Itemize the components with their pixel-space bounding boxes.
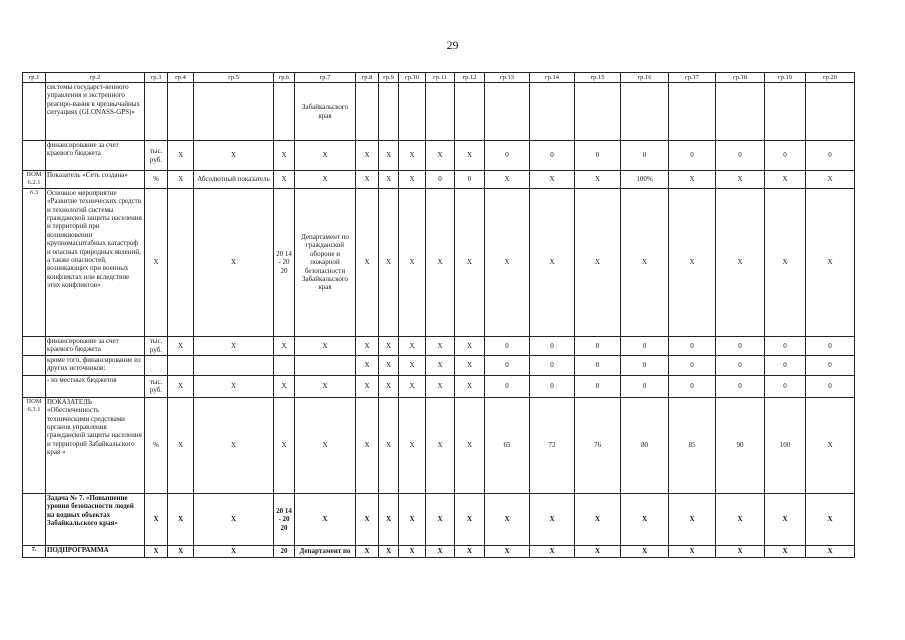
cell-gr6: X xyxy=(274,171,295,189)
cell-gr3: % xyxy=(145,397,168,493)
table-row xyxy=(23,83,855,141)
cell-gr12: X xyxy=(455,355,485,375)
cell-gr2: - из местных бюджетов xyxy=(46,375,145,397)
cell-gr17: 0 xyxy=(669,141,716,171)
cell-gr15: X xyxy=(575,171,621,189)
cell-gr6: X xyxy=(274,141,295,171)
cell-gr3 xyxy=(145,83,168,141)
cell-gr19: X xyxy=(765,188,806,336)
cell-gr6: X xyxy=(274,336,295,355)
cell-gr4 xyxy=(168,83,194,141)
cell-gr5 xyxy=(194,83,274,141)
cell-gr13: X xyxy=(485,171,530,189)
header-row xyxy=(23,73,855,83)
cell-gr18: X xyxy=(716,188,765,336)
column-header: гр.17 xyxy=(669,73,716,83)
cell-gr7: X xyxy=(295,493,356,545)
cell-gr4: X xyxy=(168,141,194,171)
table-row xyxy=(23,355,855,375)
cell-gr12: X xyxy=(455,375,485,397)
cell-gr18: 0 xyxy=(716,355,765,375)
column-header: гр.11 xyxy=(426,73,455,83)
cell-gr10: X xyxy=(399,141,426,171)
cell-gr2: Основное мероприятие «Развитие технических средств и технологий системы гражданской защиты населения и территорий при возникновении крупномасштабных катастроф и опасных природных явлений, а также опасностей, возникающих при военных конфликтах или вследствие этих конфликтов» xyxy=(46,188,145,336)
cell-gr19: X xyxy=(765,545,806,557)
cell-gr17: X xyxy=(669,493,716,545)
cell-gr8: X xyxy=(356,355,379,375)
column-header: гр.14 xyxy=(530,73,575,83)
cell-gr8: X xyxy=(356,188,379,336)
cell-gr1: 6.3 xyxy=(23,188,46,336)
cell-gr14: 0 xyxy=(530,355,575,375)
cell-gr10: X xyxy=(399,493,426,545)
cell-gr7: Департамент по xyxy=(295,545,356,557)
cell-gr20: 0 xyxy=(806,375,855,397)
cell-gr7 xyxy=(295,355,356,375)
cell-gr2: Задача № 7. «Повышение уровня безопасности людей на водных объектах Забайкальского края» xyxy=(46,493,145,545)
column-header: гр.7 xyxy=(295,73,356,83)
cell-gr3: тыс. руб. xyxy=(145,141,168,171)
cell-gr4: X xyxy=(168,375,194,397)
cell-gr8: X xyxy=(356,493,379,545)
cell-gr5 xyxy=(194,355,274,375)
cell-gr10: X xyxy=(399,188,426,336)
cell-gr17: X xyxy=(669,188,716,336)
cell-gr5: X xyxy=(194,493,274,545)
cell-gr12: X xyxy=(455,397,485,493)
table-row xyxy=(23,493,855,545)
cell-gr4: X xyxy=(168,493,194,545)
cell-gr7: X xyxy=(295,397,356,493)
cell-gr2: ПОДПРОГРАММА xyxy=(46,545,145,557)
cell-gr8: X xyxy=(356,141,379,171)
cell-gr13: X xyxy=(485,545,530,557)
cell-gr1: ПОМ 6.2.1 xyxy=(23,171,46,189)
cell-gr7: Забайкальского края xyxy=(295,83,356,141)
cell-gr9: X xyxy=(379,355,399,375)
cell-gr19: X xyxy=(765,493,806,545)
cell-gr17: X xyxy=(669,171,716,189)
cell-gr9 xyxy=(379,83,399,141)
table-row xyxy=(23,375,855,397)
cell-gr16: 0 xyxy=(621,336,669,355)
cell-gr6: 20 14 - 20 20 xyxy=(274,188,295,336)
cell-gr11: X xyxy=(426,141,455,171)
cell-gr11: X xyxy=(426,188,455,336)
cell-gr7: Департамент по гражданской обороне и пожарной безопасности Забайкальского края xyxy=(295,188,356,336)
cell-gr7: X xyxy=(295,375,356,397)
cell-gr15: X xyxy=(575,545,621,557)
cell-gr19: 100 xyxy=(765,397,806,493)
column-header: гр.19 xyxy=(765,73,806,83)
cell-gr15: X xyxy=(575,493,621,545)
cell-gr9: X xyxy=(379,336,399,355)
column-header: гр.12 xyxy=(455,73,485,83)
cell-gr10: X xyxy=(399,397,426,493)
cell-gr13: 0 xyxy=(485,355,530,375)
cell-gr11: X xyxy=(426,375,455,397)
cell-gr10: X xyxy=(399,171,426,189)
table-row xyxy=(23,141,855,171)
cell-gr10: X xyxy=(399,545,426,557)
program-table xyxy=(22,72,855,558)
cell-gr14: X xyxy=(530,188,575,336)
cell-gr10: X xyxy=(399,375,426,397)
cell-gr19 xyxy=(765,83,806,141)
column-header: гр.9 xyxy=(379,73,399,83)
cell-gr19: 0 xyxy=(765,141,806,171)
cell-gr13: 0 xyxy=(485,336,530,355)
cell-gr13: 65 xyxy=(485,397,530,493)
cell-gr13: 0 xyxy=(485,141,530,171)
cell-gr14: X xyxy=(530,493,575,545)
cell-gr9: X xyxy=(379,141,399,171)
column-header: гр.15 xyxy=(575,73,621,83)
cell-gr1 xyxy=(23,355,46,375)
cell-gr1 xyxy=(23,375,46,397)
cell-gr3 xyxy=(145,355,168,375)
cell-gr20: 0 xyxy=(806,355,855,375)
cell-gr14: X xyxy=(530,545,575,557)
cell-gr15 xyxy=(575,83,621,141)
cell-gr8: X xyxy=(356,375,379,397)
cell-gr17 xyxy=(669,83,716,141)
cell-gr8: X xyxy=(356,336,379,355)
cell-gr8 xyxy=(356,83,379,141)
cell-gr16: 0 xyxy=(621,355,669,375)
cell-gr20: X xyxy=(806,493,855,545)
cell-gr10 xyxy=(399,83,426,141)
cell-gr4 xyxy=(168,355,194,375)
table-row xyxy=(23,336,855,355)
cell-gr5: X xyxy=(194,375,274,397)
cell-gr20: 0 xyxy=(806,141,855,171)
cell-gr4: X xyxy=(168,336,194,355)
cell-gr9: X xyxy=(379,188,399,336)
cell-gr8: X xyxy=(356,545,379,557)
cell-gr2: финансирование за счет краевого бюджета xyxy=(46,141,145,171)
column-header: гр.1 xyxy=(23,73,46,83)
cell-gr20 xyxy=(806,83,855,141)
cell-gr16: 0 xyxy=(621,375,669,397)
cell-gr16 xyxy=(621,83,669,141)
column-header: гр.2 xyxy=(46,73,145,83)
column-header: гр.6 xyxy=(274,73,295,83)
cell-gr14: 0 xyxy=(530,336,575,355)
cell-gr18: X xyxy=(716,493,765,545)
cell-gr11 xyxy=(426,83,455,141)
cell-gr11: X xyxy=(426,355,455,375)
column-header: гр.18 xyxy=(716,73,765,83)
cell-gr14 xyxy=(530,83,575,141)
cell-gr4: X xyxy=(168,545,194,557)
cell-gr5: X xyxy=(194,188,274,336)
cell-gr6: X xyxy=(274,397,295,493)
cell-gr6 xyxy=(274,83,295,141)
cell-gr2: кроме того, финансирование из других источников: xyxy=(46,355,145,375)
cell-gr11: 0 xyxy=(426,171,455,189)
column-header: гр.5 xyxy=(194,73,274,83)
cell-gr11: X xyxy=(426,397,455,493)
cell-gr20: 0 xyxy=(806,336,855,355)
column-header: гр.16 xyxy=(621,73,669,83)
cell-gr1 xyxy=(23,336,46,355)
cell-gr4 xyxy=(168,188,194,336)
cell-gr3: тыс. руб. xyxy=(145,336,168,355)
cell-gr12: X xyxy=(455,545,485,557)
cell-gr5: X xyxy=(194,336,274,355)
cell-gr3: X xyxy=(145,188,168,336)
cell-gr12: X xyxy=(455,336,485,355)
column-header: гр.8 xyxy=(356,73,379,83)
cell-gr9: X xyxy=(379,397,399,493)
cell-gr6 xyxy=(274,355,295,375)
cell-gr19: 0 xyxy=(765,336,806,355)
cell-gr9: X xyxy=(379,545,399,557)
cell-gr12: X xyxy=(455,141,485,171)
table-row xyxy=(23,545,855,557)
table-row xyxy=(23,171,855,189)
cell-gr14: 0 xyxy=(530,141,575,171)
cell-gr6: 20 xyxy=(274,545,295,557)
cell-gr20: X xyxy=(806,171,855,189)
cell-gr17: 0 xyxy=(669,336,716,355)
cell-gr20: X xyxy=(806,397,855,493)
cell-gr12: 0 xyxy=(455,171,485,189)
cell-gr2: Показатель «Сеть создана» xyxy=(46,171,145,189)
cell-gr5: X xyxy=(194,545,274,557)
cell-gr14: 0 xyxy=(530,375,575,397)
cell-gr16: 100% xyxy=(621,171,669,189)
cell-gr3: тыс. руб. xyxy=(145,375,168,397)
table-row xyxy=(23,397,855,493)
cell-gr6: 20 14 - 20 20 xyxy=(274,493,295,545)
cell-gr8: X xyxy=(356,397,379,493)
column-header: гр.20 xyxy=(806,73,855,83)
cell-gr18: 0 xyxy=(716,375,765,397)
cell-gr1 xyxy=(23,83,46,141)
cell-gr9: X xyxy=(379,493,399,545)
cell-gr11: X xyxy=(426,336,455,355)
cell-gr3: X xyxy=(145,545,168,557)
cell-gr8: X xyxy=(356,171,379,189)
cell-gr17: 0 xyxy=(669,355,716,375)
cell-gr19: 0 xyxy=(765,375,806,397)
column-header: гр.13 xyxy=(485,73,530,83)
cell-gr6: X xyxy=(274,375,295,397)
cell-gr4: X xyxy=(168,397,194,493)
cell-gr1: 7. xyxy=(23,545,46,557)
cell-gr18: 0 xyxy=(716,336,765,355)
cell-gr9: X xyxy=(379,171,399,189)
cell-gr2: ПОКАЗАТЕЛЬ «Обеспеченность техническими средствами органов управления гражданской защиты населения и территорий Забайкальского края « xyxy=(46,397,145,493)
cell-gr15: 76 xyxy=(575,397,621,493)
cell-gr7: X xyxy=(295,171,356,189)
cell-gr20: X xyxy=(806,188,855,336)
page-number: 29 xyxy=(446,38,459,52)
cell-gr1: ПОМ 6.3.1 xyxy=(23,397,46,493)
cell-gr16: 80 xyxy=(621,397,669,493)
cell-gr7: X xyxy=(295,141,356,171)
cell-gr18: 90 xyxy=(716,397,765,493)
cell-gr12 xyxy=(455,83,485,141)
cell-gr15: 0 xyxy=(575,141,621,171)
cell-gr9: X xyxy=(379,375,399,397)
cell-gr19: X xyxy=(765,171,806,189)
cell-gr16: X xyxy=(621,545,669,557)
cell-gr13: X xyxy=(485,493,530,545)
cell-gr20: X xyxy=(806,545,855,557)
table-row xyxy=(23,188,855,336)
cell-gr15: X xyxy=(575,188,621,336)
cell-gr5: X xyxy=(194,141,274,171)
cell-gr19: 0 xyxy=(765,355,806,375)
cell-gr4: X xyxy=(168,171,194,189)
cell-gr3: X xyxy=(145,493,168,545)
cell-gr18 xyxy=(716,83,765,141)
column-header: гр.3 xyxy=(145,73,168,83)
cell-gr16: X xyxy=(621,188,669,336)
cell-gr2: финансирование за счет краевого бюджета xyxy=(46,336,145,355)
cell-gr16: 0 xyxy=(621,141,669,171)
cell-gr17: 0 xyxy=(669,375,716,397)
column-header: гр.4 xyxy=(168,73,194,83)
cell-gr2: системы государст-венного управления и экстренного реагиро-вания в чрезвычайных ситуациях (GLONASS-GPS)» xyxy=(46,83,145,141)
cell-gr11: X xyxy=(426,493,455,545)
cell-gr13: X xyxy=(485,188,530,336)
cell-gr17: 85 xyxy=(669,397,716,493)
cell-gr15: 0 xyxy=(575,336,621,355)
cell-gr10: X xyxy=(399,336,426,355)
cell-gr3: % xyxy=(145,171,168,189)
cell-gr14: X xyxy=(530,171,575,189)
cell-gr13 xyxy=(485,83,530,141)
cell-gr18: X xyxy=(716,545,765,557)
cell-gr18: X xyxy=(716,171,765,189)
cell-gr12: X xyxy=(455,188,485,336)
cell-gr1 xyxy=(23,141,46,171)
cell-gr5: X xyxy=(194,397,274,493)
cell-gr11: X xyxy=(426,545,455,557)
cell-gr10: X xyxy=(399,355,426,375)
cell-gr1 xyxy=(23,493,46,545)
cell-gr7: X xyxy=(295,336,356,355)
cell-gr14: 72 xyxy=(530,397,575,493)
cell-gr5: Абсолютный показатель xyxy=(194,171,274,189)
cell-gr16: X xyxy=(621,493,669,545)
column-header: гр.10 xyxy=(399,73,426,83)
cell-gr12: X xyxy=(455,493,485,545)
cell-gr15: 0 xyxy=(575,375,621,397)
cell-gr15: 0 xyxy=(575,355,621,375)
cell-gr13: 0 xyxy=(485,375,530,397)
cell-gr18: 0 xyxy=(716,141,765,171)
cell-gr17: X xyxy=(669,545,716,557)
